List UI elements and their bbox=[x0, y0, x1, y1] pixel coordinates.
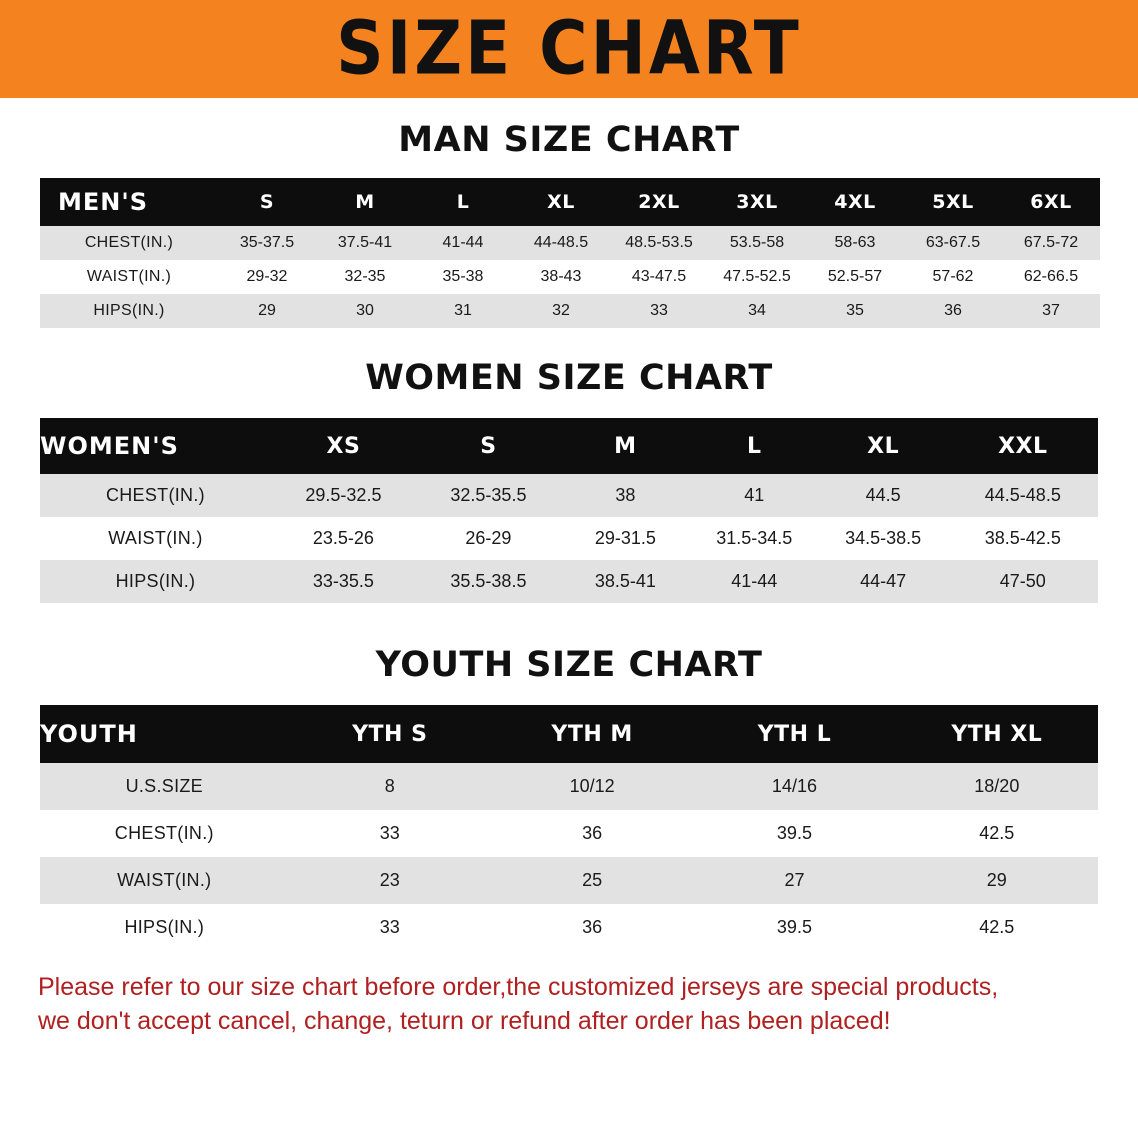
cell: 44-48.5 bbox=[512, 226, 610, 260]
row-label: HIPS(IN.) bbox=[40, 904, 289, 951]
row-label: HIPS(IN.) bbox=[40, 560, 271, 603]
cell: 41 bbox=[690, 474, 819, 517]
cell: 47.5-52.5 bbox=[708, 260, 806, 294]
col-header: YOUTH bbox=[40, 705, 289, 763]
col-header: YTH M bbox=[491, 705, 693, 763]
youth-size-table bbox=[40, 705, 1098, 951]
col-header: S bbox=[416, 418, 561, 474]
cell: 37.5-41 bbox=[316, 226, 414, 260]
women-section-heading: WOMEN SIZE CHART bbox=[365, 358, 773, 398]
col-header: M bbox=[316, 178, 414, 226]
cell: 18/20 bbox=[896, 763, 1098, 810]
cell: 44.5-48.5 bbox=[948, 474, 1098, 517]
table-header-row bbox=[40, 178, 1100, 226]
youth-table-wrap bbox=[40, 705, 1098, 951]
women-table-wrap bbox=[40, 418, 1098, 603]
disclaimer-line-2: we don't accept cancel, change, teturn or refund after order has been placed! bbox=[38, 1006, 891, 1035]
banner-title: SIZE CHART bbox=[336, 5, 802, 92]
row-label: CHEST(IN.) bbox=[40, 810, 289, 857]
cell: 35-37.5 bbox=[218, 226, 316, 260]
cell: 29-32 bbox=[218, 260, 316, 294]
cell: 35-38 bbox=[414, 260, 512, 294]
cell: 33-35.5 bbox=[271, 560, 416, 603]
cell: 47-50 bbox=[948, 560, 1098, 603]
cell: 29 bbox=[896, 857, 1098, 904]
table-row bbox=[40, 810, 1098, 857]
cell: 33 bbox=[610, 294, 708, 328]
cell: 67.5-72 bbox=[1002, 226, 1100, 260]
cell: 35.5-38.5 bbox=[416, 560, 561, 603]
cell: 43-47.5 bbox=[610, 260, 708, 294]
cell: 35 bbox=[806, 294, 904, 328]
man-size-table bbox=[40, 178, 1100, 328]
col-header: MEN'S bbox=[40, 178, 218, 226]
cell: 36 bbox=[491, 810, 693, 857]
col-header: WOMEN'S bbox=[40, 418, 271, 474]
cell: 38.5-41 bbox=[561, 560, 690, 603]
cell: 57-62 bbox=[904, 260, 1002, 294]
cell: 26-29 bbox=[416, 517, 561, 560]
cell: 44-47 bbox=[819, 560, 948, 603]
cell: 29.5-32.5 bbox=[271, 474, 416, 517]
cell: 8 bbox=[289, 763, 491, 810]
col-header: YTH S bbox=[289, 705, 491, 763]
cell: 34.5-38.5 bbox=[819, 517, 948, 560]
disclaimer-line-1: Please refer to our size chart before order,the customized jerseys are special products, bbox=[38, 973, 999, 1001]
table-row bbox=[40, 294, 1100, 328]
col-header: S bbox=[218, 178, 316, 226]
row-label: U.S.SIZE bbox=[40, 763, 289, 810]
cell: 41-44 bbox=[414, 226, 512, 260]
cell: 38.5-42.5 bbox=[948, 517, 1098, 560]
banner bbox=[0, 0, 1138, 98]
table-row bbox=[40, 904, 1098, 951]
cell: 36 bbox=[904, 294, 1002, 328]
cell: 63-67.5 bbox=[904, 226, 1002, 260]
table-row bbox=[40, 260, 1100, 294]
cell: 62-66.5 bbox=[1002, 260, 1100, 294]
col-header: 2XL bbox=[610, 178, 708, 226]
cell: 58-63 bbox=[806, 226, 904, 260]
disclaimer-note bbox=[38, 971, 1100, 1039]
youth-section-heading: YOUTH SIZE CHART bbox=[375, 645, 763, 685]
row-label: HIPS(IN.) bbox=[40, 294, 218, 328]
table-header-row bbox=[40, 705, 1098, 763]
col-header: L bbox=[690, 418, 819, 474]
col-header: XS bbox=[271, 418, 416, 474]
cell: 31 bbox=[414, 294, 512, 328]
cell: 10/12 bbox=[491, 763, 693, 810]
col-header: YTH XL bbox=[896, 705, 1098, 763]
cell: 42.5 bbox=[896, 810, 1098, 857]
cell: 37 bbox=[1002, 294, 1100, 328]
col-header: YTH L bbox=[693, 705, 895, 763]
cell: 31.5-34.5 bbox=[690, 517, 819, 560]
cell: 29 bbox=[218, 294, 316, 328]
cell: 42.5 bbox=[896, 904, 1098, 951]
col-header: 3XL bbox=[708, 178, 806, 226]
table-header-row bbox=[40, 418, 1098, 474]
man-table-wrap bbox=[40, 178, 1098, 328]
cell: 29-31.5 bbox=[561, 517, 690, 560]
cell: 52.5-57 bbox=[806, 260, 904, 294]
cell: 44.5 bbox=[819, 474, 948, 517]
table-row bbox=[40, 560, 1098, 603]
cell: 48.5-53.5 bbox=[610, 226, 708, 260]
cell: 25 bbox=[491, 857, 693, 904]
cell: 30 bbox=[316, 294, 414, 328]
cell: 32-35 bbox=[316, 260, 414, 294]
table-row bbox=[40, 517, 1098, 560]
cell: 23.5-26 bbox=[271, 517, 416, 560]
cell: 53.5-58 bbox=[708, 226, 806, 260]
col-header: 5XL bbox=[904, 178, 1002, 226]
cell: 36 bbox=[491, 904, 693, 951]
row-label: WAIST(IN.) bbox=[40, 857, 289, 904]
table-row bbox=[40, 474, 1098, 517]
table-row bbox=[40, 763, 1098, 810]
cell: 14/16 bbox=[693, 763, 895, 810]
cell: 32 bbox=[512, 294, 610, 328]
cell: 38-43 bbox=[512, 260, 610, 294]
cell: 23 bbox=[289, 857, 491, 904]
cell: 41-44 bbox=[690, 560, 819, 603]
man-section-heading: MAN SIZE CHART bbox=[398, 120, 740, 160]
cell: 33 bbox=[289, 810, 491, 857]
col-header: XL bbox=[819, 418, 948, 474]
row-label: WAIST(IN.) bbox=[40, 517, 271, 560]
table-row bbox=[40, 226, 1100, 260]
row-label: CHEST(IN.) bbox=[40, 474, 271, 517]
cell: 38 bbox=[561, 474, 690, 517]
cell: 32.5-35.5 bbox=[416, 474, 561, 517]
cell: 39.5 bbox=[693, 810, 895, 857]
cell: 33 bbox=[289, 904, 491, 951]
row-label: WAIST(IN.) bbox=[40, 260, 218, 294]
cell: 34 bbox=[708, 294, 806, 328]
col-header: XL bbox=[512, 178, 610, 226]
row-label: CHEST(IN.) bbox=[40, 226, 218, 260]
col-header: XXL bbox=[948, 418, 1098, 474]
col-header: L bbox=[414, 178, 512, 226]
cell: 39.5 bbox=[693, 904, 895, 951]
col-header: M bbox=[561, 418, 690, 474]
col-header: 4XL bbox=[806, 178, 904, 226]
col-header: 6XL bbox=[1002, 178, 1100, 226]
table-row bbox=[40, 857, 1098, 904]
women-size-table bbox=[40, 418, 1098, 603]
cell: 27 bbox=[693, 857, 895, 904]
